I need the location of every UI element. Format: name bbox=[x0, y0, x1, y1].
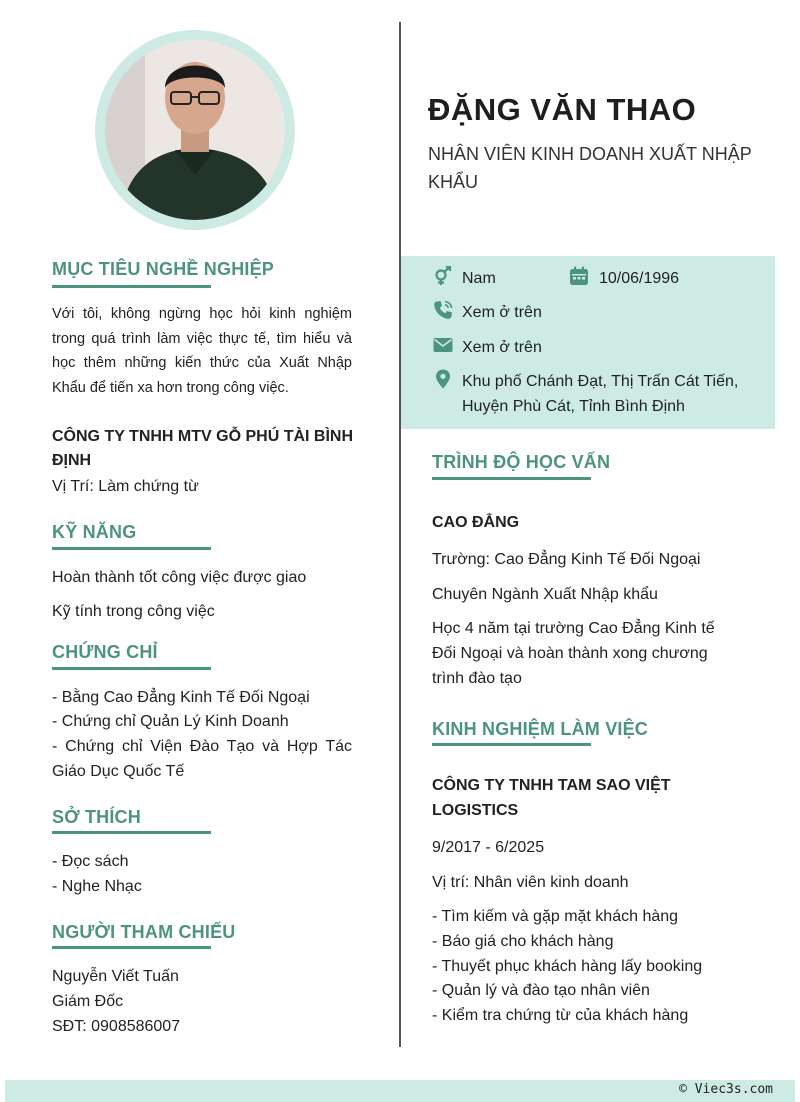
gender-value: Nam bbox=[462, 270, 496, 287]
phone-icon bbox=[433, 300, 453, 320]
objective-role: Vị Trí: Làm chứng từ bbox=[52, 478, 199, 495]
experience-task: - Kiểm tra chứng từ của khách hàng bbox=[432, 1007, 689, 1024]
education-description: Học 4 năm tại trường Cao Đẳng Kinh tế Đối Ngoại và hoàn thành xong chương trình đào tạo bbox=[432, 620, 715, 687]
objective-text: Với tôi, không ngừng học hỏi kinh nghiệm trong quá trình làm việc thực tế, tìm hiểu và học thêm những kiến thức của Xuất Nhập Khẩu để tiến xa hơn trong công việc. bbox=[52, 306, 352, 396]
calendar-icon bbox=[569, 266, 589, 286]
birthday-value: 10/06/1996 bbox=[599, 270, 680, 287]
location-icon bbox=[433, 369, 453, 389]
email-value: Xem ở trên bbox=[462, 339, 542, 356]
footer-credit: © Viec3s.com bbox=[679, 1082, 773, 1097]
skills-underline bbox=[52, 547, 211, 550]
experience-company: CÔNG TY TNHH TAM SAO VIỆT LOGISTICS bbox=[432, 777, 671, 819]
email-icon bbox=[433, 335, 453, 355]
objective-heading: MỤC TIÊU NGHỀ NGHIỆP bbox=[52, 259, 275, 279]
education-level: CAO ĐẲNG bbox=[432, 514, 520, 531]
certificate-item: - Bằng Cao Đẳng Kinh Tế Đối Ngoại bbox=[52, 689, 310, 706]
education-underline bbox=[432, 477, 591, 480]
experience-task: - Quản lý và đào tạo nhân viên bbox=[432, 982, 650, 999]
references-underline bbox=[52, 946, 211, 949]
objective-company: CÔNG TY TNHH MTV GỖ PHÚ TÀI BÌNH ĐỊNH bbox=[52, 428, 354, 469]
reference-name: Nguyễn Viết Tuấn bbox=[52, 968, 179, 985]
avatar bbox=[95, 30, 295, 230]
certificates-heading: CHỨNG CHỈ bbox=[52, 642, 158, 662]
experience-task: - Thuyết phục khách hàng lấy booking bbox=[432, 958, 703, 975]
certificates-underline bbox=[52, 667, 211, 670]
hobbies-underline bbox=[52, 831, 211, 834]
gender-icon bbox=[433, 266, 453, 286]
candidate-position: NHÂN VIÊN KINH DOANH XUẤT NHẬP KHẨU bbox=[428, 144, 752, 192]
address-value: Khu phố Chánh Đạt, Thị Trấn Cát Tiến, Huyện Phù Cát, Tỉnh Bình Định bbox=[462, 373, 739, 415]
education-heading: TRÌNH ĐỘ HỌC VẤN bbox=[432, 452, 611, 472]
certificate-item: - Chứng chỉ Viện Đào Tạo và Hợp Tác Giáo Dục Quốc Tế bbox=[52, 738, 352, 780]
skill-item: Kỹ tính trong công việc bbox=[52, 603, 215, 620]
skills-heading: KỸ NĂNG bbox=[52, 522, 137, 542]
phone-value: Xem ở trên bbox=[462, 304, 542, 321]
column-divider bbox=[399, 22, 401, 1047]
hobby-item: - Nghe Nhạc bbox=[52, 878, 142, 895]
objective-underline bbox=[52, 285, 211, 288]
reference-phone: SĐT: 0908586007 bbox=[52, 1018, 181, 1035]
skill-item: Hoàn thành tốt công việc được giao bbox=[52, 569, 307, 586]
footer-bar bbox=[5, 1080, 795, 1102]
experience-period: 9/2017 - 6/2025 bbox=[432, 839, 545, 856]
certificate-item: - Chứng chỉ Quản Lý Kinh Doanh bbox=[52, 713, 289, 730]
references-heading: NGƯỜI THAM CHIẾU bbox=[52, 922, 236, 942]
experience-task: - Tìm kiếm và gặp mặt khách hàng bbox=[432, 908, 679, 925]
experience-task: - Báo giá cho khách hàng bbox=[432, 933, 614, 950]
candidate-name: ĐẶNG VĂN THAO bbox=[428, 92, 697, 127]
hobby-item: - Đọc sách bbox=[52, 853, 129, 870]
education-school: Trường: Cao Đẳng Kinh Tế Đối Ngoại bbox=[432, 551, 701, 568]
profile-photo bbox=[105, 40, 285, 220]
experience-heading: KINH NGHIỆM LÀM VIỆC bbox=[432, 719, 649, 739]
experience-underline bbox=[432, 743, 591, 746]
reference-title: Giám Đốc bbox=[52, 993, 124, 1010]
education-major: Chuyên Ngành Xuất Nhập khẩu bbox=[432, 586, 658, 603]
experience-role: Vị trí: Nhân viên kinh doanh bbox=[432, 874, 629, 891]
hobbies-heading: SỞ THÍCH bbox=[52, 807, 141, 827]
